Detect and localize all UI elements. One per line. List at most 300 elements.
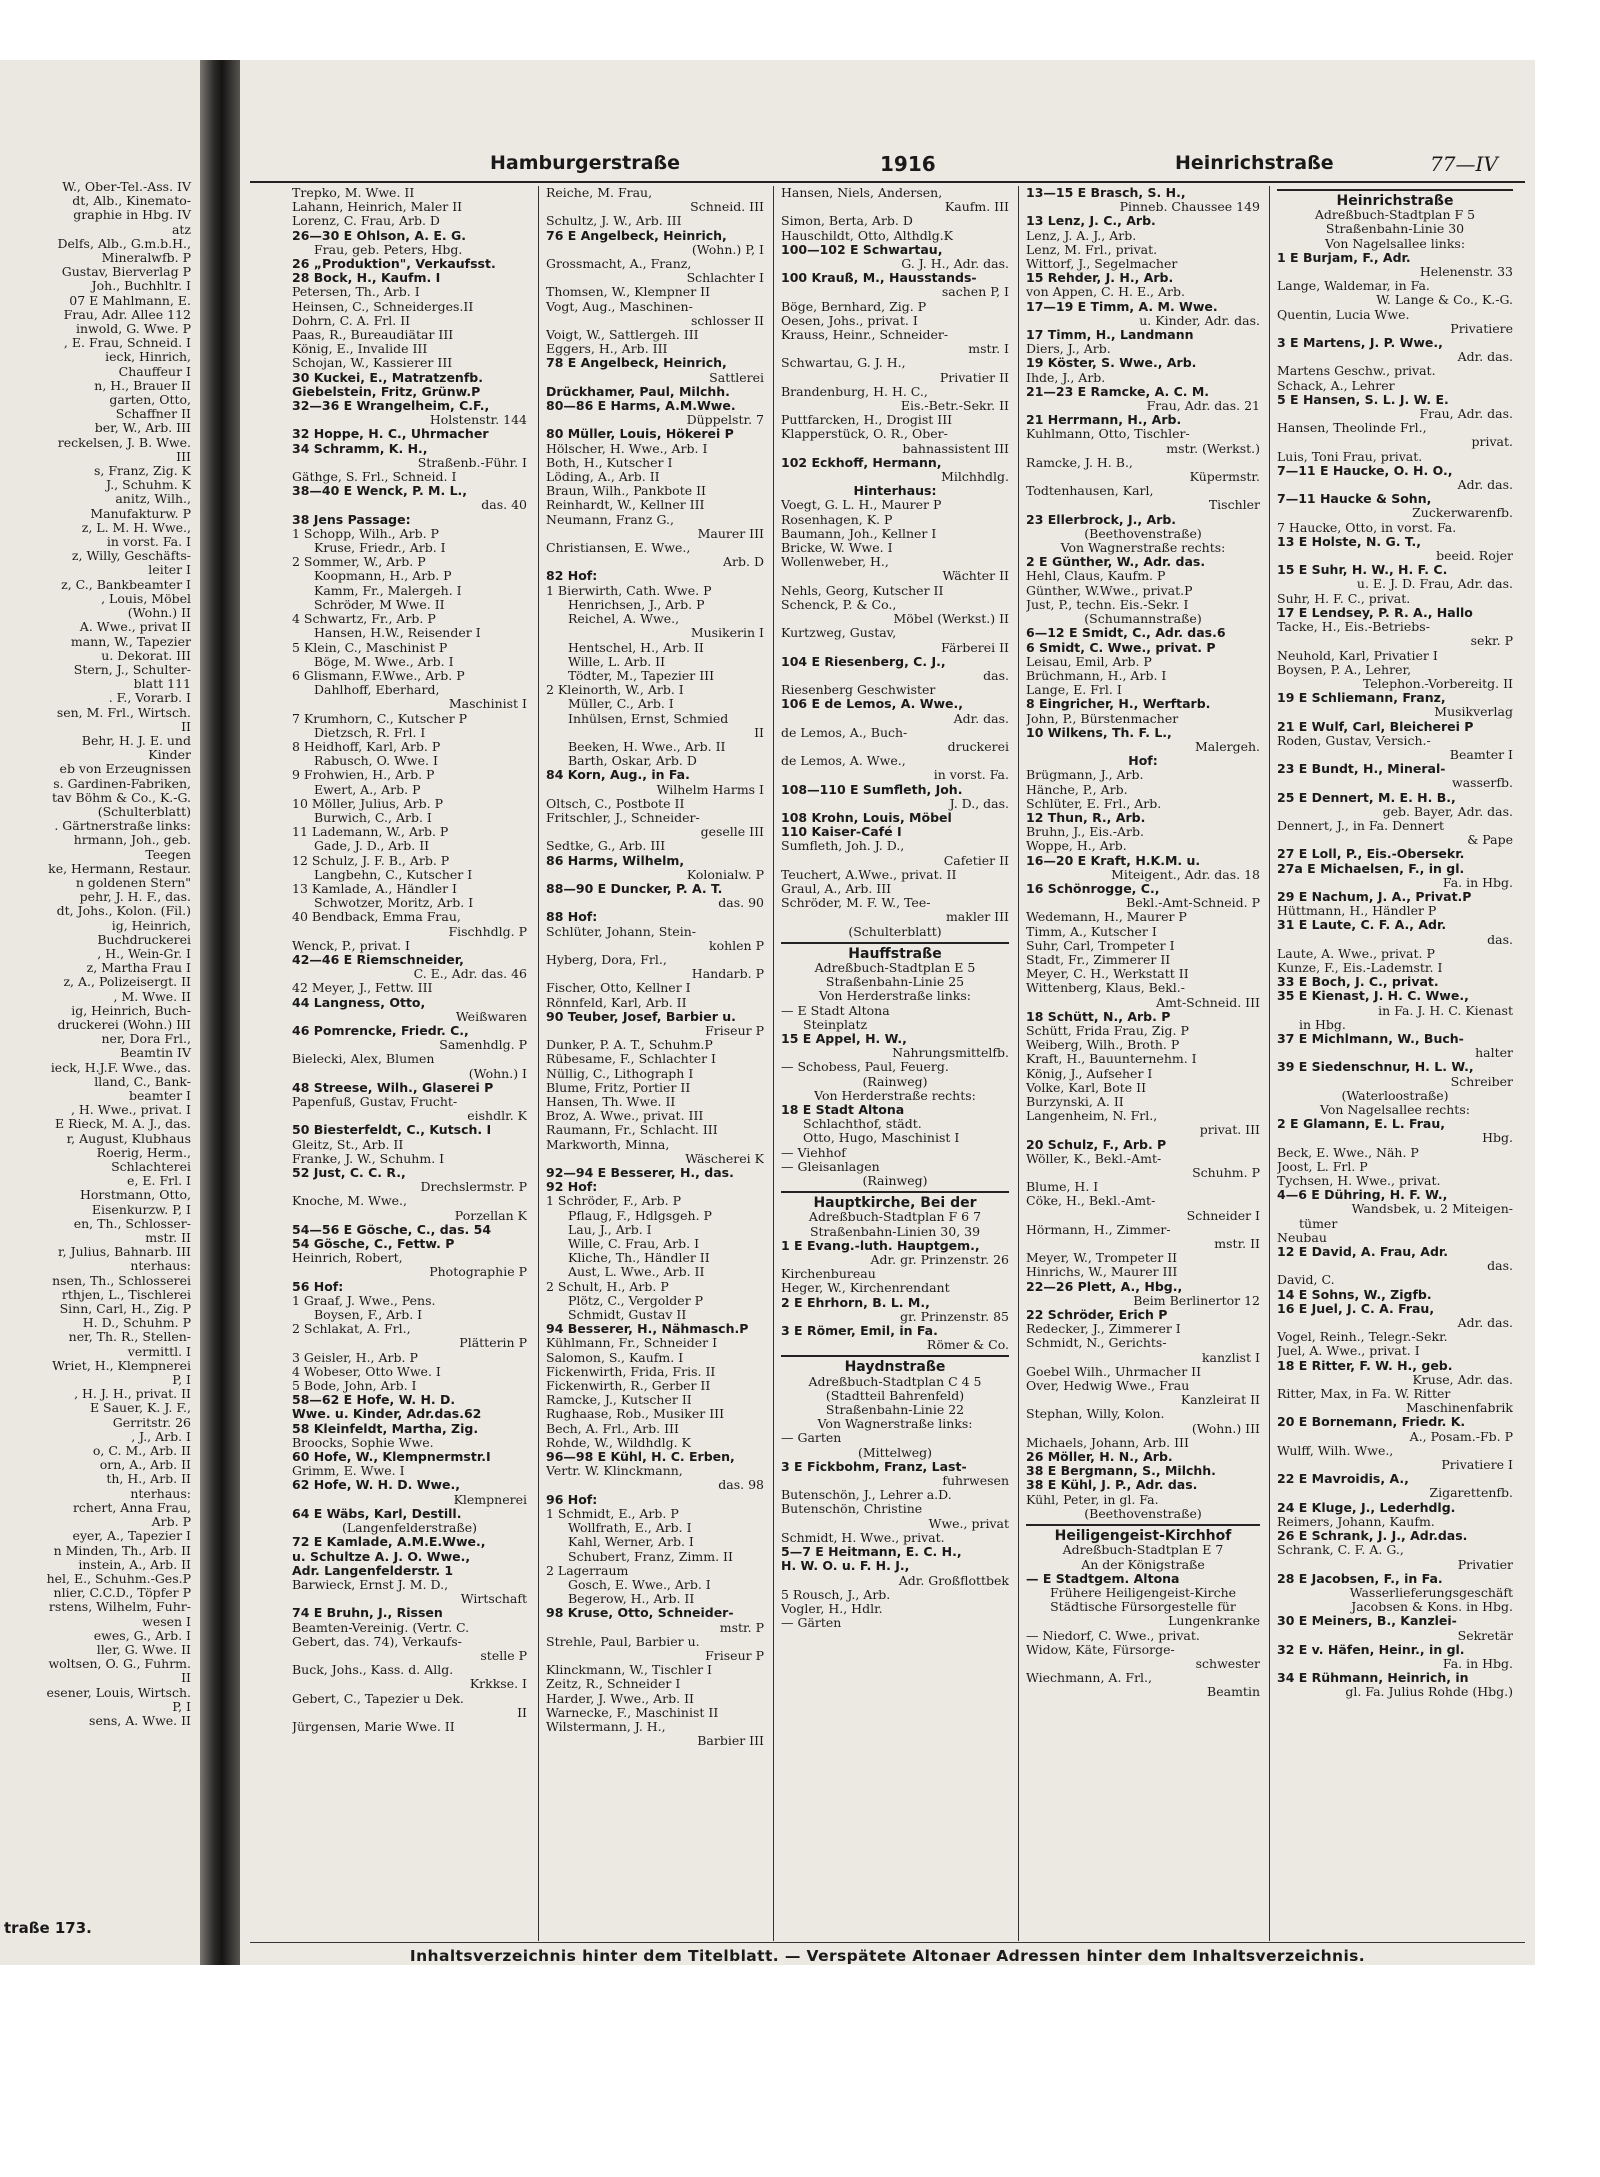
directory-entry-line: Schröder, M Wwe. II (314, 597, 445, 612)
directory-entry-line: — E Stadtgem. Altona (1026, 1571, 1180, 1586)
directory-entry-line: 1 Schröder, F., Arb. P (546, 1194, 681, 1209)
directory-entry-line: 21 Herrmann, H., Arb. (1026, 413, 1182, 428)
left-page-line: , H., Wein-Gr. I (97, 946, 191, 961)
directory-entry-line: 106 E de Lemos, A. Wwe., (781, 697, 964, 712)
directory-entry-line: Adreßbuch-Stadtplan F 6 7 (808, 1210, 982, 1225)
directory-entry-line: geselle III (700, 825, 764, 840)
directory-entry-line: Dietzsch, R. Frl. I (314, 725, 426, 740)
directory-entry-line: 44 Langness, Otto, (292, 995, 426, 1010)
left-page-line: u. Dekorat. III (101, 648, 191, 663)
directory-entry-line: König, J., Aufseher I (1026, 1066, 1153, 1081)
directory-entry-line: Wille, L. Arb. II (568, 654, 666, 669)
directory-entry-line: 2 Schlakat, A. Frl., (292, 1322, 411, 1337)
directory-entry-line: 104 E Riesenberg, C. J., (781, 654, 946, 669)
directory-entry-line: Both, H., Kutscher I (546, 455, 673, 470)
directory-entry-line: 24 E Kluge, J., Lederhdlg. (1277, 1500, 1456, 1515)
directory-entry-line: Markworth, Minna, (546, 1137, 670, 1152)
directory-entry-line: 64 E Wäbs, Karl, Destill. (292, 1506, 462, 1521)
directory-entry-line: 13—15 E Brasch, S. H., (1026, 186, 1186, 200)
left-page-line: ner, Th. R., Stellen- (68, 1330, 191, 1345)
directory-entry-line: Hansen, Niels, Andersen, (781, 186, 943, 200)
directory-entry-line: — Gärten (781, 1616, 842, 1631)
left-page-line: Schlachterei (111, 1160, 191, 1175)
column-divider (1269, 186, 1270, 1941)
left-page-line: Stern, J., Schulter- (73, 662, 191, 677)
directory-entry-line: Kamm, Fr., Malergeh. I (314, 583, 462, 598)
directory-entry-line: Barbier III (697, 1734, 764, 1749)
directory-entry-line: 7—11 Haucke & Sohn, (1277, 492, 1432, 507)
directory-entry-line: Buck, Johs., Kass. d. Allg. (292, 1663, 454, 1678)
directory-entry-line: Kirchenbureau (781, 1267, 876, 1282)
directory-entry-line: Kanzleirat II (1180, 1393, 1260, 1408)
directory-entry-line: Schröder, M. F. W., Tee- (781, 896, 931, 911)
directory-entry-line: Hansen, H.W., Reisender I (314, 626, 481, 641)
directory-entry-line: Barwieck, Ernst J. M. D., (292, 1577, 449, 1592)
directory-entry-line: Gebert, C., Tapezier u Dek. (292, 1691, 464, 1706)
directory-entry-line: Butenschön, J., Lehrer a.D. (781, 1488, 952, 1503)
directory-entry-line: 12 E David, A. Frau, Adr. (1277, 1245, 1449, 1260)
directory-entry-line: Färberei II (941, 640, 1009, 655)
directory-entry-line: Michaels, Johann, Arb. III (1026, 1435, 1189, 1450)
directory-entry-line: Frau, Adr. das. 21 (1146, 399, 1260, 414)
directory-entry-line: Von Nagelsallee rechts: (1320, 1103, 1470, 1117)
directory-entry-line: 84 Korn, Aug., in Fa. (546, 768, 690, 783)
directory-entry-line: 6 Smidt, C. Wwe., privat. P (1026, 640, 1216, 655)
directory-entry-line: das. (983, 668, 1009, 683)
directory-entry-line: Eggers, H., Arb. III (546, 342, 668, 357)
directory-entry-line: Frühere Heiligengeist-Kirche (1049, 1585, 1237, 1600)
directory-entry-line: Adr. das. (1457, 1316, 1513, 1331)
directory-entry-line: Helenenstr. 33 (1419, 265, 1513, 280)
directory-entry-line: Fa. in Hbg. (1442, 875, 1513, 890)
directory-entry-line: 20 E Bornemann, Friedr. K. (1277, 1415, 1466, 1430)
directory-entry-line: Schlachter I (686, 271, 764, 286)
directory-entry-line: Adr. das. (1457, 350, 1513, 365)
directory-entry-line: mstr. I (968, 342, 1009, 357)
directory-entry-line: Dennert, J., in Fa. Dennert (1277, 818, 1444, 833)
directory-entry-line: Luis, Toni Frau, privat. (1277, 449, 1423, 464)
directory-entry-line: Kruse, Friedr., Arb. I (314, 541, 446, 556)
directory-entry-line: 6—12 E Smidt, C., Adr. das.6 (1026, 626, 1226, 641)
directory-entry-line: mstr. P (719, 1620, 764, 1635)
directory-entry-line: 62 Hofe, W. H. D. Wwe., (292, 1478, 461, 1493)
left-page-line: z, A., Polizeisergt. II (63, 975, 191, 990)
directory-entry-line: 96—98 E Kühl, H. C. Erben, (546, 1450, 735, 1465)
directory-entry-line: 100 Krauß, M., Hausstands- (781, 271, 977, 286)
left-page-line: (Schulterblatt) (97, 804, 191, 819)
left-page-line: orn, A., Arb. II (99, 1458, 191, 1473)
directory-entry-line: & Pape (1467, 833, 1513, 848)
directory-entry-line: 40 Bendback, Emma Frau, (292, 910, 461, 925)
left-page-line: ller, G. Wwe. II (96, 1642, 191, 1657)
directory-entry-line: Steinplatz (803, 1017, 868, 1032)
directory-entry-line: Gleitz, St., Arb. II (292, 1137, 404, 1152)
directory-entry-line: 42—46 E Riemschneider, (292, 952, 464, 967)
directory-entry-line: Reichel, A. Wwe., (568, 612, 680, 627)
directory-entry-line: schlosser II (690, 313, 764, 328)
directory-entry-line: Fischhdlg. P (448, 924, 527, 939)
directory-entry-line: gr. Prinzenstr. 85 (900, 1309, 1009, 1324)
directory-entry-line: Schack, A., Lehrer (1277, 378, 1395, 393)
directory-entry-line: 9 Frohwien, H., Arb. P (292, 768, 435, 783)
directory-entry-line: kohlen P (709, 938, 764, 953)
directory-entry-line: 39 E Siedenschnur, H. L. W., (1277, 1060, 1474, 1075)
directory-entry-line: Adr. Langenfelderstr. 1 (292, 1563, 454, 1578)
directory-entry-line: 2 Kleinorth, W., Arb. I (546, 683, 684, 698)
directory-entry-line: Meyer, C. H., Werkstatt II (1026, 967, 1189, 982)
directory-entry-line: Suhr, H. F. C., privat. (1277, 591, 1411, 606)
directory-entry-line: Fickenwirth, R., Gerber II (546, 1379, 711, 1394)
left-page-line: Roerig, Herm., (96, 1145, 191, 1160)
directory-entry-line: 26 „Produktion", Verkaufsst. (292, 257, 496, 272)
left-page-line: , E. Frau, Schneid. I (63, 336, 191, 351)
directory-entry-line: Wwe. u. Kinder, Adr.das.62 (292, 1407, 482, 1422)
directory-entry-line: Telephon.-Vorbereitg. II (1362, 676, 1513, 691)
directory-entry-line: Schrank, C. F. A. G., (1277, 1543, 1404, 1558)
directory-entry-line: 35 E Kienast, J. H. C. Wwe., (1277, 989, 1469, 1004)
left-page-line: , J., Arb. I (131, 1429, 191, 1444)
left-page-line: en, Th., Schlosser- (73, 1216, 191, 1231)
directory-entry-line: Kühlmann, Fr., Schneider I (546, 1336, 718, 1351)
left-page-line: z, C., Bankbeamter I (61, 577, 191, 592)
left-page-line: Behr, H. J. E. und (81, 733, 191, 748)
directory-entry-line: (Wohn.) P, I (691, 242, 764, 257)
directory-entry-line: mstr. (Werkst.) (1166, 441, 1260, 456)
directory-entry-line: Ewert, A., Arb. P (314, 782, 421, 797)
directory-entry-line: Baumann, Joh., Kellner I (781, 526, 937, 541)
directory-entry-line: Beamtin (1207, 1685, 1260, 1700)
left-page-line: n, H., Brauer II (94, 378, 191, 393)
directory-entry-line: 32 E v. Häfen, Heinr., in gl. (1277, 1642, 1465, 1657)
left-page-line: dt, Alb., Kinemato- (72, 194, 191, 209)
directory-entry-line: de Lemos, A., Buch- (781, 725, 908, 740)
left-page-line: z, L. M. H. Wwe., (81, 520, 191, 535)
directory-entry-line: Lenz, M. Frl., privat. (1026, 242, 1158, 257)
left-page-line: ewes, G., Arb. I (93, 1628, 191, 1643)
directory-entry-line: Kliche, Th., Händler II (568, 1251, 710, 1266)
directory-entry-line: Hehl, Claus, Kaufm. P (1026, 569, 1166, 584)
directory-entry-line: privat. (1471, 435, 1513, 450)
directory-entry-line: Gade, J. D., Arb. II (314, 839, 430, 854)
directory-entry-line: Schwartau, G. J. H., (781, 356, 906, 371)
directory-entry-line: (Schumannstraße) (1084, 612, 1202, 627)
directory-entry-line: 28 Bock, H., Kaufm. I (292, 271, 441, 286)
directory-entry-line: Over, Hedwig Wwe., Frau (1026, 1379, 1190, 1394)
directory-entry-line: 14 E Sohns, W., Zigfb. (1277, 1287, 1432, 1302)
left-page-line: ber, W., Arb. III (94, 421, 191, 436)
directory-entry-line: II (517, 1705, 527, 1720)
directory-entry-line: 29 E Nachum, J. A., Privat.P (1277, 889, 1472, 904)
directory-entry-line: 18 E Stadt Altona (781, 1103, 905, 1117)
directory-entry-line: 32—36 E Wrangelheim, C.F., (292, 399, 490, 414)
directory-entry-line: Adr. gr. Prinzenstr. 26 (870, 1253, 1009, 1268)
directory-entry-line: Fritschler, J., Schneider- (546, 810, 700, 825)
directory-entry-line: 16 Schönrogge, C., (1026, 881, 1160, 896)
directory-entry-line: u. Schultze A. J. O. Wwe., (292, 1549, 471, 1564)
directory-entry-line: Ihde, J., Arb. (1026, 370, 1106, 385)
left-page-fragment (0, 60, 200, 1965)
directory-entry-line: Schlachthof, städt. (803, 1117, 922, 1132)
directory-entry-line: An der Königstraße (1081, 1557, 1205, 1572)
left-page-line: II (181, 1671, 191, 1686)
left-page-line: z, Martha Frau I (86, 961, 191, 976)
directory-entry-line: Kunze, F., Eis.-Lademstr. I (1277, 960, 1443, 975)
directory-entry-line: Boysen, P. A., Lehrer, (1277, 662, 1412, 677)
directory-entry-line: Musikverlag (1434, 705, 1513, 720)
left-page-line: dt, Johs., Kolon. (Fil.) (56, 904, 191, 919)
directory-entry-line: Hbg. (1482, 1131, 1513, 1146)
left-page-line: Wriet, H., Klempnerei (52, 1358, 191, 1373)
directory-entry-line: Inhülsen, Ernst, Schmied (568, 711, 729, 726)
directory-column-4 (1026, 186, 1260, 1700)
left-page-line: Frau, Adr. Allee 112 (63, 307, 191, 322)
directory-entry-line: — Garten (781, 1431, 842, 1446)
directory-entry-line: Von Herderstraße rechts: (814, 1088, 976, 1103)
directory-entry-line: Löding, A., Arb. II (546, 470, 660, 485)
directory-entry-line: Privatiere (1450, 321, 1513, 336)
left-page-line: III (176, 449, 191, 464)
directory-entry-line: 7—11 E Haucke, O. H. O., (1277, 463, 1453, 478)
directory-entry-line: Kuhlmann, Otto, Tischler- (1026, 427, 1190, 442)
left-page-line: in vorst. Fa. I (106, 535, 191, 550)
directory-entry-line: Fickenwirth, Frida, Fris. II (546, 1364, 716, 1379)
directory-entry-line: Bruhn, J., Eis.-Arb. (1026, 825, 1144, 840)
directory-entry-line: Weiberg, Wilh., Broth. P (1026, 1038, 1180, 1053)
directory-entry-line: in Fa. J. H. C. Kienast (1378, 1003, 1513, 1018)
directory-entry-line: Aust, L. Wwe., Arb. II (568, 1265, 705, 1280)
street-section-heading: Heinrichstraße (1277, 189, 1513, 208)
directory-entry-line: Reinhardt, W., Kellner III (546, 498, 705, 513)
left-page-line: eb von Erzeugnissen (59, 762, 191, 777)
directory-entry-line: Kahl, Werner, Arb. I (568, 1535, 694, 1550)
directory-entry-line: Wöller, K., Bekl.-Amt- (1026, 1151, 1162, 1166)
directory-entry-line: 110 Kaiser-Café I (781, 825, 902, 840)
left-page-line: Eisenkurzw. P, I (91, 1202, 191, 1217)
left-page-line: mann, W., Tapezier (70, 634, 191, 649)
directory-entry-line: 1 E Evang.-luth. Hauptgem., (781, 1238, 980, 1253)
directory-entry-line: Vertr. W. Klinckmann, (546, 1464, 683, 1479)
directory-entry-line: 78 E Angelbeck, Heinrich, (546, 356, 727, 371)
directory-entry-line: Rohde, W., Wildhdlg. K (546, 1435, 691, 1450)
left-page-line: Beamtin IV (120, 1046, 191, 1061)
left-page-line: nsen, Th., Schlosserei (52, 1273, 191, 1288)
left-page-line: Gerritstr. 26 (112, 1415, 191, 1430)
directory-entry-line: Kruse, Adr. das. (1412, 1372, 1513, 1387)
page-footer-note: Inhaltsverzeichnis hinter dem Titelblatt. — Verspätete Altonaer Adressen hinter dem Inhaltsverzeichnis. (409, 1947, 1366, 1965)
directory-entry-line: 10 Möller, Julius, Arb. P (292, 796, 443, 811)
directory-entry-line: 1 Bierwirth, Cath. Wwe. P (546, 583, 712, 598)
scanned-spread (0, 60, 1535, 1965)
directory-entry-line: Handarb. P (691, 967, 764, 982)
directory-entry-line: 58—62 E Hofe, W. H. D. (292, 1393, 456, 1408)
directory-entry-line: 2 E Günther, W., Adr. das. (1026, 555, 1206, 570)
directory-entry-line: 30 Kuckei, E., Matratzenfb. (292, 370, 483, 385)
directory-entry-line: Amt-Schneid. III (1156, 995, 1260, 1010)
directory-entry-line: Samenhdlg. P (439, 1038, 527, 1053)
directory-entry-line: Lange, Waldemar, in Fa. (1277, 279, 1430, 294)
left-page-line: rthjen, L., Tischlerei (61, 1287, 191, 1302)
left-page-line: Horstmann, Otto, (80, 1188, 191, 1203)
directory-entry-line: Sekretär (1457, 1628, 1513, 1643)
directory-entry-line: Vogel, Reinh., Telegr.-Sekr. (1277, 1330, 1448, 1345)
directory-entry-line: Heger, W., Kirchenrendant (781, 1281, 950, 1296)
directory-entry-line: 15 E Suhr, H. W., H. F. C. (1277, 563, 1448, 578)
directory-entry-line: Bech, A. Frl., Arb. III (546, 1421, 679, 1436)
directory-entry-line: in Hbg. (1299, 1017, 1346, 1032)
left-page-line: nterhaus: (130, 1486, 191, 1501)
left-page-line: , Louis, Möbel (101, 591, 191, 606)
left-page-line: th, H., Arb. II (106, 1472, 191, 1487)
directory-entry-line: G. J. H., Adr. das. (901, 257, 1009, 272)
directory-entry-line: 27a E Michaelsen, F., in gl. (1277, 861, 1465, 876)
directory-entry-line: König, E., Invalide III (292, 342, 428, 357)
directory-entry-line: 16—20 E Kraft, H.K.M. u. (1026, 853, 1201, 868)
directory-entry-line: 3 Geisler, H., Arb. P (292, 1350, 418, 1365)
directory-entry-line: Adreßbuch-Stadtplan C 4 5 (808, 1374, 982, 1389)
directory-entry-line: Hyberg, Dora, Frl., (546, 952, 667, 967)
directory-entry-line: Wollfrath, E., Arb. I (568, 1521, 692, 1536)
directory-entry-line: 31 E Laute, C. F. A., Adr. (1277, 918, 1447, 933)
directory-entry-line: Joost, L. Frl. P (1277, 1159, 1368, 1174)
directory-entry-line: Ramcke, J. H. B., (1026, 455, 1133, 470)
directory-entry-line: 5 E Hansen, S. L. J. W. E. (1277, 392, 1449, 407)
directory-entry-line: J. D., das. (949, 796, 1009, 811)
directory-column-1 (292, 186, 527, 1734)
directory-entry-line: Kühl, Peter, in gl. Fa. (1026, 1492, 1159, 1507)
directory-entry-line: Hentschel, H., Arb. II (568, 640, 704, 655)
directory-entry-line: Tischler (1208, 498, 1260, 513)
right-page (240, 60, 1535, 1965)
directory-entry-line: das. (1487, 1259, 1513, 1274)
directory-entry-line: Gebert, das. 74), Verkaufs- (292, 1634, 462, 1649)
directory-entry-line: Kurtzweg, Gustav, (781, 626, 897, 641)
left-page-line: woltsen, O. G., Fuhrm. (48, 1657, 191, 1672)
directory-entry-line: Dahlhoff, Eberhard, (314, 683, 440, 698)
directory-entry-line: Straßenbahn-Linie 30 (1325, 222, 1465, 237)
directory-entry-line: Zuckerwarenfb. (1412, 506, 1513, 521)
directory-entry-line: (Wohn.) III (1191, 1421, 1260, 1436)
directory-entry-line: Privatier II (939, 370, 1009, 385)
left-page-line: , H. Wwe., privat. I (70, 1103, 191, 1118)
directory-entry-line: Sedtke, G., Arb. III (546, 839, 666, 854)
directory-entry-line: Drechslermstr. P (420, 1180, 527, 1195)
directory-entry-line: 38 E Bergmann, S., Milchh. (1026, 1464, 1216, 1479)
directory-column-2 (546, 186, 764, 1748)
left-page-line: Sinn, Carl, H., Zig. P (59, 1302, 191, 1317)
directory-entry-line: 11 Lademann, W., Arb. P (292, 825, 449, 840)
directory-entry-line: Jürgensen, Marie Wwe. II (292, 1719, 455, 1734)
left-page-line: vermittl. I (127, 1344, 191, 1359)
directory-entry-line: Klapperstück, O. R., Ober- (781, 427, 948, 442)
directory-entry-line: Dohrn, C. A. Frl. II (292, 313, 411, 328)
directory-entry-line: 2 Schult, H., Arb. P (546, 1279, 669, 1294)
directory-entry-line: privat. III (1199, 1123, 1260, 1138)
directory-entry-line: Privatier (1457, 1557, 1513, 1572)
directory-entry-line: Schmidt, N., Gerichts- (1026, 1336, 1167, 1351)
directory-entry-line: Broocks, Sophie Wwe. (292, 1435, 434, 1450)
directory-entry-line: 4—6 E Dühring, H. F. W., (1277, 1188, 1448, 1203)
directory-entry-line: 38 Jens Passage: (292, 512, 411, 527)
directory-entry-line: Nahrungsmittelfb. (892, 1046, 1009, 1061)
left-page-line: Chauffeur I (118, 364, 191, 379)
directory-entry-line: Böge, Bernhard, Zig. P (781, 299, 927, 314)
directory-entry-line: Neubau (1277, 1230, 1327, 1245)
directory-entry-line: Wasserlieferungsgeschäft (1349, 1585, 1513, 1600)
directory-entry-line: Lahann, Heinrich, Maler II (292, 200, 463, 215)
directory-entry-line: Städtische Fürsorgestelle für (1050, 1600, 1236, 1615)
street-section-heading: Hauffstraße (781, 942, 1009, 961)
directory-entry-line: Arb. D (723, 555, 764, 570)
directory-entry-line: Beck, E. Wwe., Näh. P (1277, 1145, 1419, 1160)
directory-entry-line: 34 E Rühmann, Heinrich, in (1277, 1671, 1469, 1686)
directory-entry-line: Stephan, Willy, Kolon. (1026, 1407, 1165, 1422)
directory-entry-line: Boysen, F., Arb. I (314, 1308, 423, 1323)
directory-entry-line: (Schulterblatt) (848, 924, 942, 939)
directory-entry-line: Schmidt, Gustav II (568, 1308, 687, 1323)
left-page-line: ieck, H.J.F. Wwe., das. (50, 1060, 191, 1075)
left-page-line: mstr. II (145, 1231, 191, 1246)
directory-entry-line: Grossmacht, A., Franz, (546, 257, 692, 272)
left-page-line: atz (171, 222, 191, 237)
directory-entry-line: Grimm, E. Wwe. I (292, 1464, 405, 1479)
directory-entry-line: Musikerin I (690, 626, 764, 641)
left-page-line: rchert, Anna Frau, (72, 1500, 191, 1515)
directory-entry-line: Eis.-Betr.-Sekr. II (900, 399, 1009, 414)
directory-entry-line: Pinneb. Chaussee 149 (1119, 200, 1260, 215)
directory-entry-line: geb. Bayer, Adr. das. (1382, 804, 1513, 819)
directory-entry-line: Schreiber (1450, 1074, 1513, 1089)
left-page-line: Kinder (148, 748, 191, 763)
directory-entry-line: 13 Lenz, J. C., Arb. (1026, 214, 1156, 229)
directory-entry-line: Schlüter, Johann, Stein- (546, 924, 696, 939)
directory-entry-line: Quentin, Lucia Wwe. (1277, 307, 1410, 322)
directory-entry-line: Jacobsen & Kons. in Hbg. (1351, 1600, 1513, 1615)
directory-entry-line: 18 Schütt, N., Arb. P (1026, 1009, 1171, 1024)
directory-entry-line: 18 E Ritter, F. W. H., geb. (1277, 1358, 1453, 1373)
directory-entry-line: 12 Schulz, J. F. B., Arb. P (292, 853, 450, 868)
directory-entry-line: C. E., Adr. das. 46 (413, 967, 527, 982)
directory-entry-line: von Appen, C. H. E., Arb. (1026, 285, 1185, 300)
directory-entry-line: A., Posam.-Fb. P (1409, 1429, 1513, 1444)
directory-entry-line: Adreßbuch-Stadtplan E 5 (814, 960, 976, 975)
directory-entry-line: fuhrwesen (942, 1474, 1009, 1489)
directory-entry-line: 26 Möller, H. N., Arb. (1026, 1450, 1173, 1465)
directory-entry-line: 13 Kamlade, A., Händler I (292, 881, 457, 896)
directory-entry-line: Holstenstr. 144 (429, 413, 527, 428)
directory-entry-line: Roden, Gustav, Versich.- (1277, 733, 1431, 748)
directory-entry-line: Barth, Oskar, Arb. D (568, 754, 697, 769)
directory-entry-line: Wäscherei K (685, 1151, 764, 1166)
directory-entry-line: 3 E Römer, Emil, in Fa. (781, 1324, 938, 1339)
directory-entry-line: 30 E Meiners, B., Kanzlei- (1277, 1614, 1457, 1629)
left-page-line: n goldenen Stern" (75, 875, 191, 890)
directory-entry-line: 88 Hof: (546, 910, 598, 925)
directory-entry-line: 94 Besserer, H., Nähmasch.P (546, 1322, 749, 1337)
directory-entry-line: Schmidt, H. Wwe., privat. (781, 1530, 945, 1545)
directory-entry-line: 1 E Burjam, F., Adr. (1277, 250, 1411, 265)
directory-entry-line: Reiche, M. Frau, (546, 186, 653, 200)
directory-entry-line: Cöke, H., Bekl.-Amt- (1026, 1194, 1156, 1209)
directory-entry-line: Heinsen, C., Schneiderges.II (292, 299, 474, 314)
directory-entry-line: Just, P., techn. Eis.-Sekr. I (1026, 597, 1189, 612)
directory-entry-line: 13 E Holste, N. G. T., (1277, 534, 1422, 549)
directory-entry-line: 92—94 E Besserer, H., das. (546, 1166, 734, 1181)
left-page-line: n Minden, Th., Arb. II (53, 1543, 191, 1558)
directory-entry-line: Kaufm. III (944, 200, 1009, 215)
directory-entry-line: Otto, Hugo, Maschinist I (803, 1131, 960, 1146)
directory-entry-line: Knoche, M. Wwe., (292, 1194, 407, 1209)
directory-entry-line: 27 E Loll, P., Eis.-Obersekr. (1277, 847, 1465, 862)
